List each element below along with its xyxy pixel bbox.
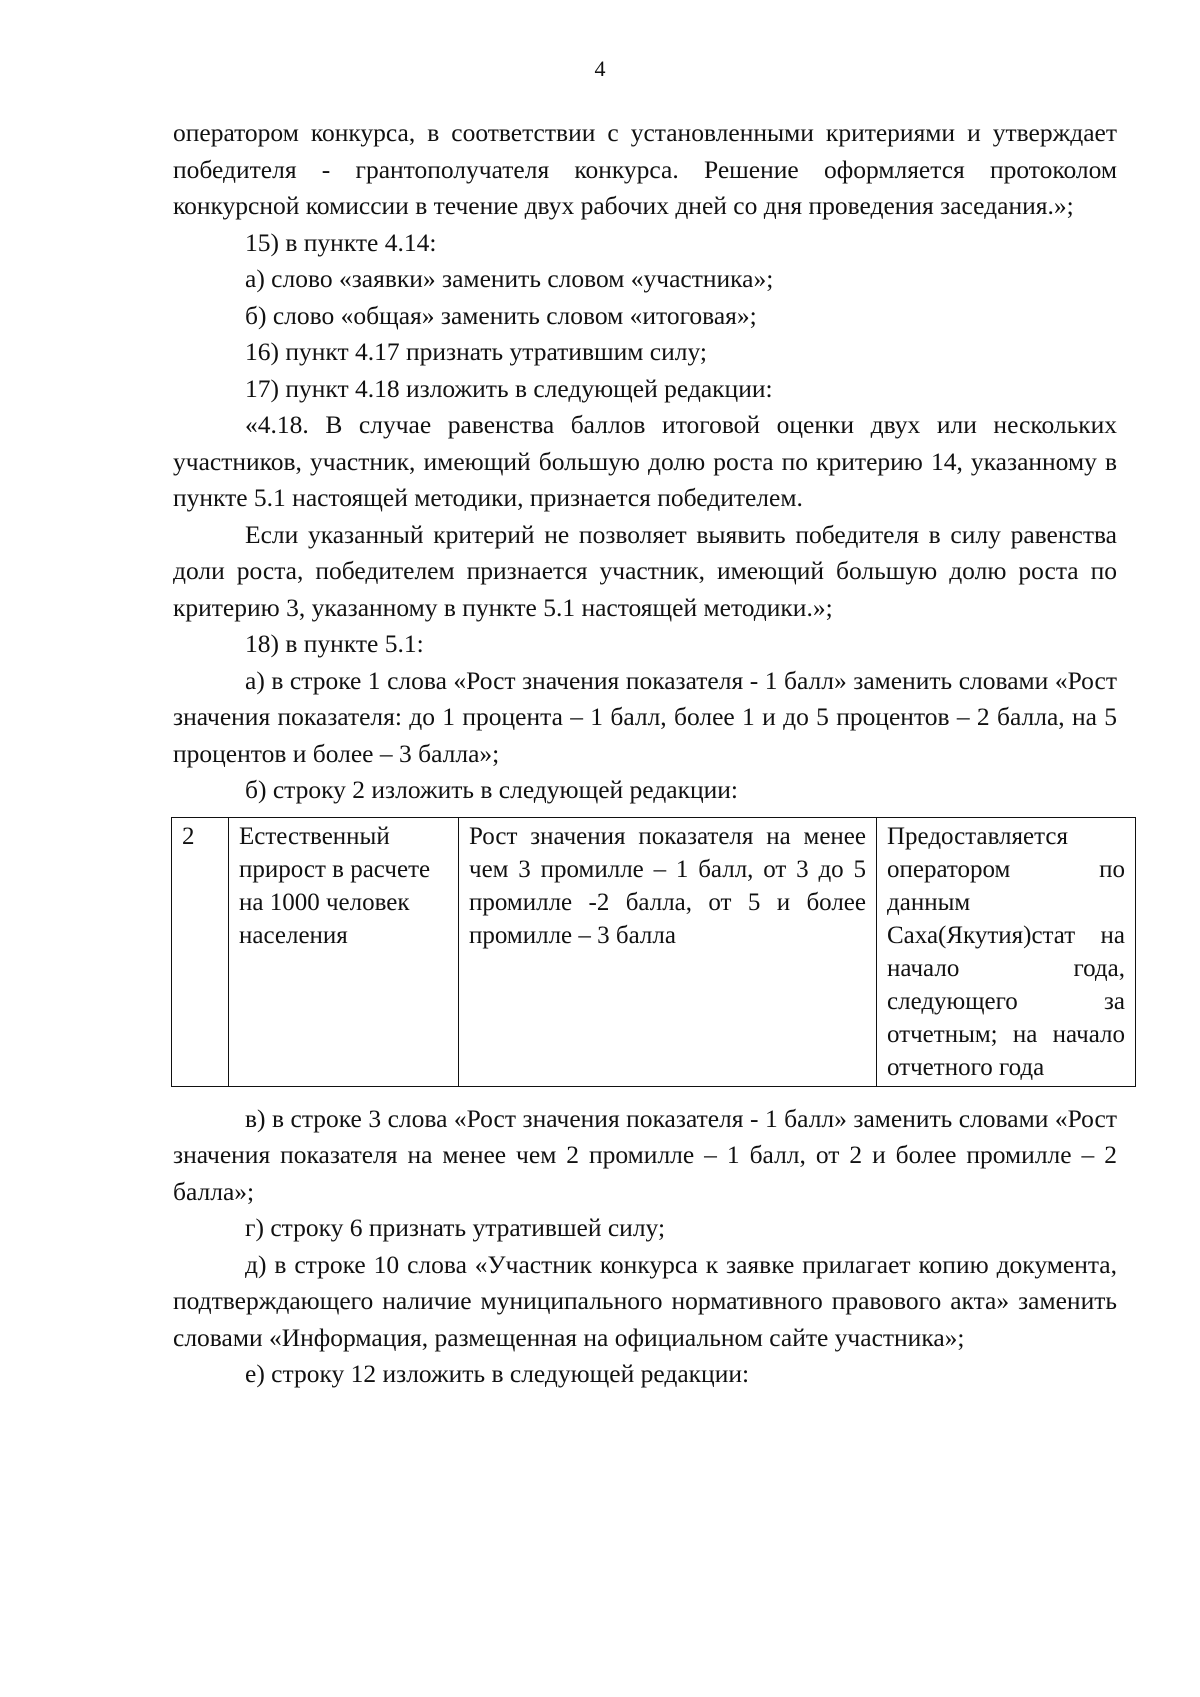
- paragraph: а) слово «заявки» заменить словом «участника»;: [245, 264, 774, 293]
- paragraph: е) строку 12 изложить в следующей редакции:: [245, 1359, 750, 1388]
- criterion-cell: Естественный прирост в расчете на 1000 человек населения: [229, 817, 459, 1086]
- paragraph: а) в строке 1 слова «Рост значения показателя - 1 балл» заменить словами «Рост значения показателя: до 1 процента – 1 балл, более 1 и до 5 процентов – 2 балла, на 5 процентов и более – 3 балла»;: [173, 665, 1117, 768]
- criteria-table: [171, 817, 1136, 1087]
- paragraph: г) строку 6 признать утратившей силу;: [245, 1213, 666, 1242]
- paragraph: 15) в пункте 4.14:: [245, 227, 437, 257]
- paragraph: д) в строке 10 слова «Участник конкурса к заявке прилагает копию документа, подтверждающего наличие муниципального нормативного правового акта» заменить словами «Информация, размещенная на официальном сайте участника»;: [173, 1249, 1117, 1352]
- paragraph: 16) пункт 4.17 признать утратившим силу;: [245, 337, 707, 366]
- paragraph: «4.18. В случае равенства баллов итоговой оценки двух или нескольких участников, участник, имеющий большую долю роста по критерию 14, указанному в пункте 5.1 настоящей методики, признается победителем.: [173, 410, 1117, 512]
- scoring-cell: Рост значения показателя на менее чем 3 промилле – 1 балл, от 3 до 5 промилле -2 балла, от 5 и более промилле – 3 балла: [459, 817, 877, 1086]
- paragraph: в) в строке 3 слова «Рост значения показателя - 1 балл» заменить словами «Рост значения показателя на менее чем 2 промилле – 1 балл, от 2 и более промилле – 2 балла»;: [173, 1103, 1117, 1206]
- paragraph: 17) пункт 4.18 изложить в следующей редакции:: [245, 373, 773, 403]
- paragraph: б) строку 2 изложить в следующей редакции:: [245, 775, 738, 804]
- paragraph: б) слово «общая» заменить словом «итоговая»;: [245, 300, 757, 330]
- row-number-cell: 2: [172, 817, 229, 1086]
- source-cell: Предоставляется оператором по данным Саха(Якутия)стат на начало года, следующего за отчетным; на начало отчетного года: [877, 817, 1136, 1086]
- paragraph: Если указанный критерий не позволяет выявить победителя в силу равенства доли роста, победителем признается участник, имеющий большую долю роста по критерию 3, указанному в пункте 5.1 настоящей методики.»;: [173, 519, 1117, 622]
- paragraph: оператором конкурса, в соответствии с установленными критериями и утверждает победителя - грантополучателя конкурса. Решение оформляется протоколом конкурсной комиссии в течение двух рабочих дней со дня проведения заседания.»;: [173, 118, 1117, 220]
- document-body: [173, 115, 1125, 1393]
- page-number: 4: [594, 56, 606, 81]
- paragraph: 18) в пункте 5.1:: [245, 629, 424, 658]
- table-row: [172, 817, 1136, 1086]
